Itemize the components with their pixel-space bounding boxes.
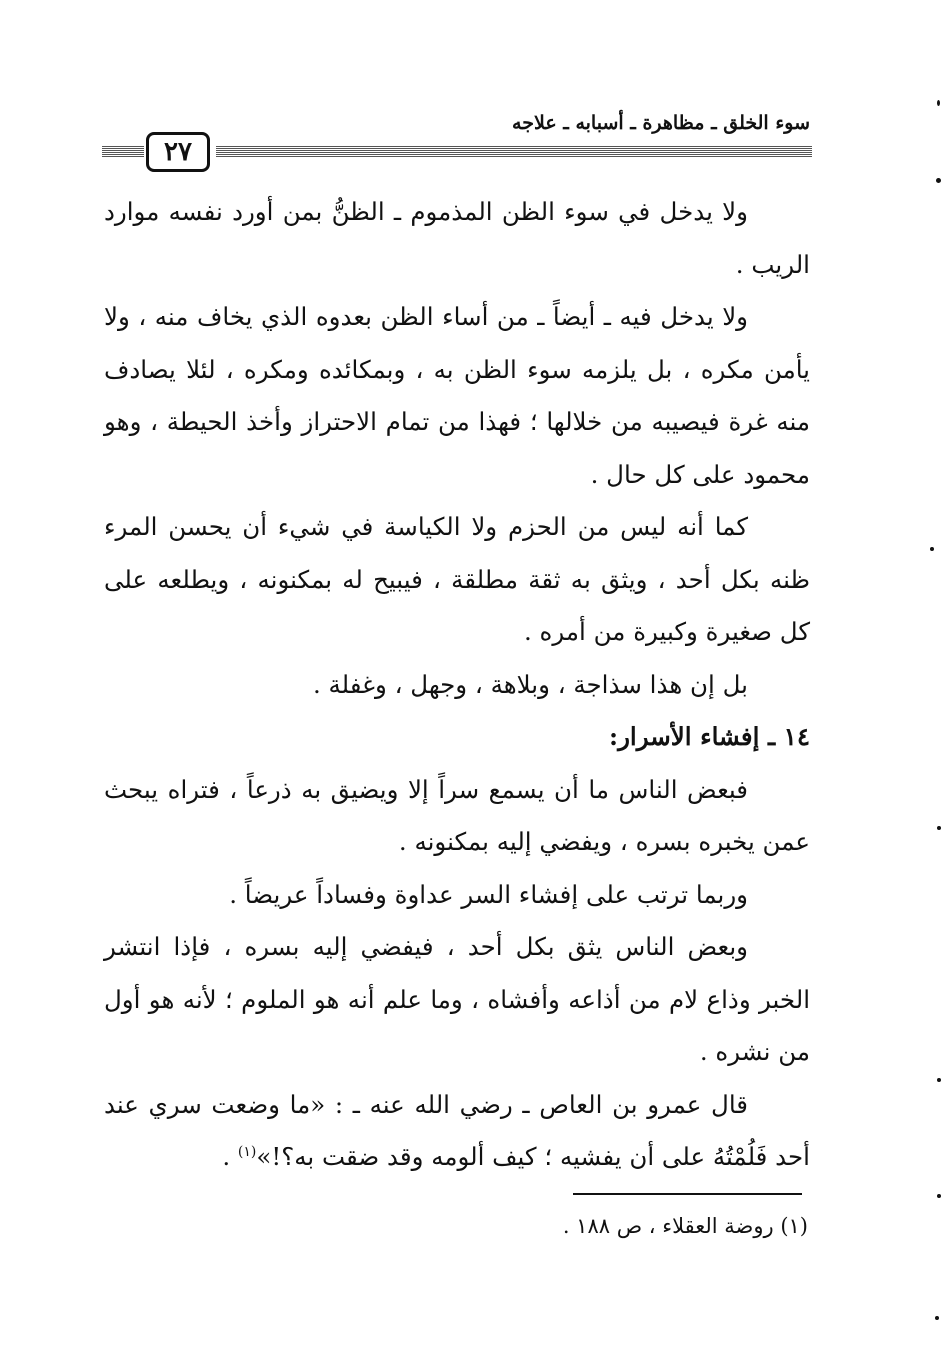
paragraph-1: ولا يدخل في سوء الظن المذموم ـ الظنُّ بمن أورد نفسه موارد الريب . — [104, 197, 810, 279]
header-rule-right — [216, 146, 812, 158]
quote-end: . — [222, 1142, 238, 1171]
paragraph-7: وبعض الناس يثق بكل أحد ، فيفضي إليه بسره ، فإذا انتشر الخبر وذاع لام من أذاعه وأفشاه ، وما علم أنه هو الملوم ؛ لأنه هو أول من نشره . — [104, 932, 810, 1066]
edge-mark — [937, 100, 940, 106]
header-rule-left — [102, 146, 144, 158]
body-text — [104, 186, 810, 1184]
edge-mark — [936, 178, 941, 183]
edge-mark — [937, 1194, 941, 1198]
edge-mark — [937, 826, 941, 830]
paragraph-3: كما أنه ليس من الحزم ولا الكياسة في شيء أن يحسن المرء ظنه بكل أحد ، ويثق به ثقة مطلقة ، فيبيح له بمكنونه ، ويطلعه على كل صغيرة وكبيرة من أمره . — [104, 512, 810, 646]
section-heading: ١٤ ـ إفشاء الأسرار: — [609, 722, 810, 751]
edge-mark — [935, 1316, 939, 1320]
edge-mark — [930, 547, 934, 551]
paragraph-4: بل إن هذا سذاجة ، وبلاهة ، وجهل ، وغفلة . — [312, 669, 748, 699]
footnote-separator — [573, 1193, 802, 1195]
paragraph-5: فبعض الناس ما أن يسمع سراً إلا ويضيق به ذرعاً ، فتراه يبحث عمن يخبره بسره ، ويفضي إليه بمكنونه . — [104, 774, 810, 856]
footnote-1: (١) روضة العقلاء ، ص ١٨٨ . — [562, 1214, 808, 1238]
paragraph-6: وربما ترتب على إفشاء السر عداوة وفساداً عريضاً . — [229, 879, 748, 909]
running-title: سوء الخلق ـ مظاهرة ـ أسبابه ـ علاجه — [512, 112, 810, 134]
footnote-reference[interactable]: (١) — [237, 1143, 257, 1160]
quote-text: قال عمرو بن العاص ـ رضي الله عنه ـ : «ما وضعت سري عند أحد فَلُمْتُهُ على أن يفشيه ؛ كيف ألومه وقد ضقت به؟!» — [104, 1089, 810, 1171]
paragraph-2: ولا يدخل فيه ـ أيضاً ـ من أساء الظن بعدوه الذي يخاف منه ، ولا يأمن مكره ، بل يلزمه سوء الظن به ، وبمكائده ومكره ، لئلا يصادف منه غرة فيصيبه من خلالها ؛ فهذا من تمام الاحتراز وأخذ الحيطة ، وهو محمود على كل حال . — [104, 302, 810, 489]
edge-mark — [937, 1078, 941, 1082]
page-number: ٢٧ — [146, 132, 210, 172]
paragraph-8 — [104, 1079, 810, 1184]
